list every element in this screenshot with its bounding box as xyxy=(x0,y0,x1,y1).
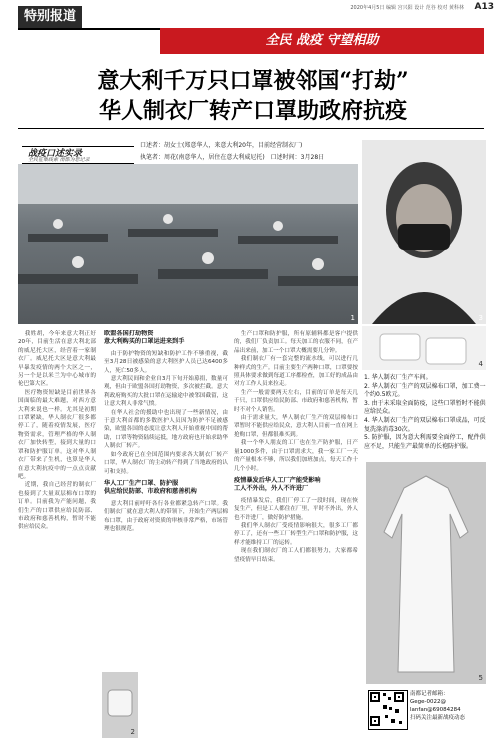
column-1-paragraph: 医疗物资短缺是目前世界各国面临的最大难题，对西方意大利来说也一样。尤其是初期口罩紧缺，华人制衣厂很多都停工了，随着疫情发展，医疗物资需求，管理严格的华人制衣厂加快转型，接到大量的口罩和防护服订单。这对华人制衣厂带来了生机，也算是华人在意大利抗疫中的一点点贡献吧。 xyxy=(18,389,96,480)
photo-number: 4 xyxy=(478,360,483,368)
column-2-paragraph: 由于防护物资的短缺和防护工作不够重视，截至3月28日被感染的意大利医护人员已达6400多人，死亡50多人。 xyxy=(104,350,228,374)
page-number: A13 xyxy=(474,2,494,12)
photo-caption: 5. 防护服，因为意大利需要全面停工，配件供应不足，只能生产最简单的长袍防护服。 xyxy=(364,434,486,450)
qr-text xyxy=(410,690,490,722)
column-3-paragraph: 疫情暴发后，我们厂停工了一段时间，现在恢复生产，但是工人都住在厂里，平时不外出，外人也不许进厂，做好防护措施。 xyxy=(234,497,358,521)
column-3-paragraph: 由于需求量大，华人制衣厂生产的双层棉布口罩暂时不能供应给民众，意大利人目前一直在网上抢购口罩，但都很难买到。 xyxy=(234,415,358,438)
column-2-paragraph: 意大利民间和企业自3月下旬开始募捐，数量可观，但由于欧盟各国打劫物资，多次被拦截。意大利政府购买的大批口罩在运输途中被邻国截留，这让意大利人非常气愤。 xyxy=(104,376,228,408)
photo-number: 5 xyxy=(478,674,483,682)
photo-factory-floor xyxy=(18,164,358,324)
photo-number: 1 xyxy=(350,314,355,322)
qr-code[interactable] xyxy=(368,690,408,730)
photo-number: 3 xyxy=(478,314,483,322)
photo-mask-closeup xyxy=(102,672,138,738)
qr-line: lanfan@69084284 xyxy=(410,707,461,713)
photo-captions xyxy=(364,374,486,451)
column-2-subhead-2: 华人工厂生产口罩、防护服 供应给民防部、市政府和慈善机构 xyxy=(104,479,197,496)
column-3-paragraph: 生产口罩和防护服，所有原辅料都是客户提供的，我们厂负责加工。每天加工的衣服不同，在产品出来前，加工一个口罩大概需要几分钟。 xyxy=(234,331,358,354)
factory-illustration xyxy=(18,164,358,324)
photo-caption: 4. 华人制衣厂生产的双层棉布口罩成品，可反复洗涤消毒30次。 xyxy=(364,416,486,433)
photo-protective-gown xyxy=(366,462,486,684)
photo-caption: 3. 由于未采取全面防疫，这些口罩暂时不能供应给民众。 xyxy=(364,399,486,416)
section-badge: 特别报道 xyxy=(18,6,82,28)
photo-cloth-masks xyxy=(362,326,486,370)
photo-number: 2 xyxy=(130,728,135,736)
qr-code-icon xyxy=(369,691,405,727)
column-3-paragraph: 生产一般需要两天左右，目前的订单是每天几千只，口罩供应给民防部、市政府和慈善机构，暂时不对个人销售。 xyxy=(234,389,358,413)
article-column-2 xyxy=(104,330,228,666)
column-3-paragraph: 我们制衣厂有一套完整的流水线，可以进行几种样式的生产。目前主要生产两种口罩，口罩要按照具体要求做到每道工序都检查，加工好的成品由对方工作人员来拉走。 xyxy=(234,356,358,388)
article-column-3 xyxy=(234,330,358,740)
column-3-paragraph: 我们华人制衣厂受疫情影响很大，很多工厂都停工了，还有一些工厂转型生产口罩和防护服，这样才能维持工厂的运转。 xyxy=(234,522,358,546)
qr-line: 南都记者邮箱： xyxy=(410,691,449,697)
photo-caption: 2. 华人制衣厂生产的双层棉布口罩，加工费一个约0.5欧元。 xyxy=(364,382,486,399)
column-3-subhead: 疫情暴发后华人工厂产能受影响 工人不外出，外人不许进厂 xyxy=(234,476,321,493)
page-meta: 2020年4月5日 编辑 宫兴阳 设计 范谷 校对 黄科林 xyxy=(350,5,464,11)
headline-line2: 华人制衣厂转产口罩助政府抗疫 xyxy=(98,98,407,124)
article-column-1 xyxy=(18,330,96,740)
summary-narrator: 口述者：胡女士(郑意华人，来意大利20年，目前经营制衣厂) xyxy=(140,142,303,149)
column-subtitle: 全民征集线索 南都为您记录 xyxy=(28,157,90,163)
column-3-paragraph: 我一个华人朋友的工厂也在生产防护服，日产量1000多件，由于口罩需求大，我一家工厂一天的产量根本不够，所以我们加班加点，每天工作十几个小时。 xyxy=(234,440,358,472)
column-2-paragraph: 如今政府已在全国范围内要求各大制衣厂转产口罩，华人制衣厂的主动转产得到了当地政府的认可和支持。 xyxy=(104,451,228,475)
headline-line1: 意大利千万只口罩被邻国“打劫” xyxy=(97,68,409,94)
photo-masked-woman xyxy=(362,140,486,324)
headline-rule xyxy=(18,128,484,129)
column-1-paragraph: 我姓胡，今年来意大利正好20年，目前生活在意大利北部的威尼托大区，经营着一家制衣厂。威尼托大区是意大利最早暴发疫情的两个大区之一，另一个是以米兰为中心城市的伦巴第大区。 xyxy=(18,331,96,388)
column-2-paragraph: 在华人社会的援助中也出现了一些新情况，由于意大利首都的多数医护人员因为防护不足被感染，欧盟各国的态度让意大利人开始重视中国的帮助，口罩等物资陆续运抵，地方政府也开始求助华人制衣厂转产。 xyxy=(104,409,228,450)
photo-caption: 1. 华人制衣厂生产车间。 xyxy=(364,374,432,381)
column-title: 战疫口述实录 xyxy=(28,149,83,159)
campaign-banner: 全民 战疫 守望相助 xyxy=(160,28,484,54)
masked-woman-illustration xyxy=(362,140,486,324)
qr-line: 扫码关注最新战疫动态 xyxy=(410,715,466,721)
protective-gown-illustration xyxy=(366,462,486,684)
summary-writer: 执笔者：周花(南意华人，居住在意大利威尼托) 口述时间：3月28日 xyxy=(140,154,325,161)
qr-line: Gege-0022@ xyxy=(410,699,447,705)
cloth-masks-illustration xyxy=(362,326,486,370)
column-2-subhead-1: 欧盟各国打劫物资 意大利购买的口罩运进来到手 xyxy=(104,330,185,346)
column-1-paragraph: 近期，我自己经营的制衣厂也接到了大量双层棉布口罩的订单。目前我为产能问题，我们生产的口罩供应给民防部、市政府和慈善机构，暂时不能供应给民众。 xyxy=(18,482,96,531)
column-2-paragraph: 意大利目前呼吁各行各业都紧急转产口罩。我们制衣厂就在意大利人的带领下，开始生产两层棉布口罩，由于政府对资质的审核非常严格，市场管理也很规范。 xyxy=(104,500,228,532)
column-3-paragraph: 现在我们制衣厂的工人们都很努力，大家都希望疫情早日结束。 xyxy=(234,548,358,563)
